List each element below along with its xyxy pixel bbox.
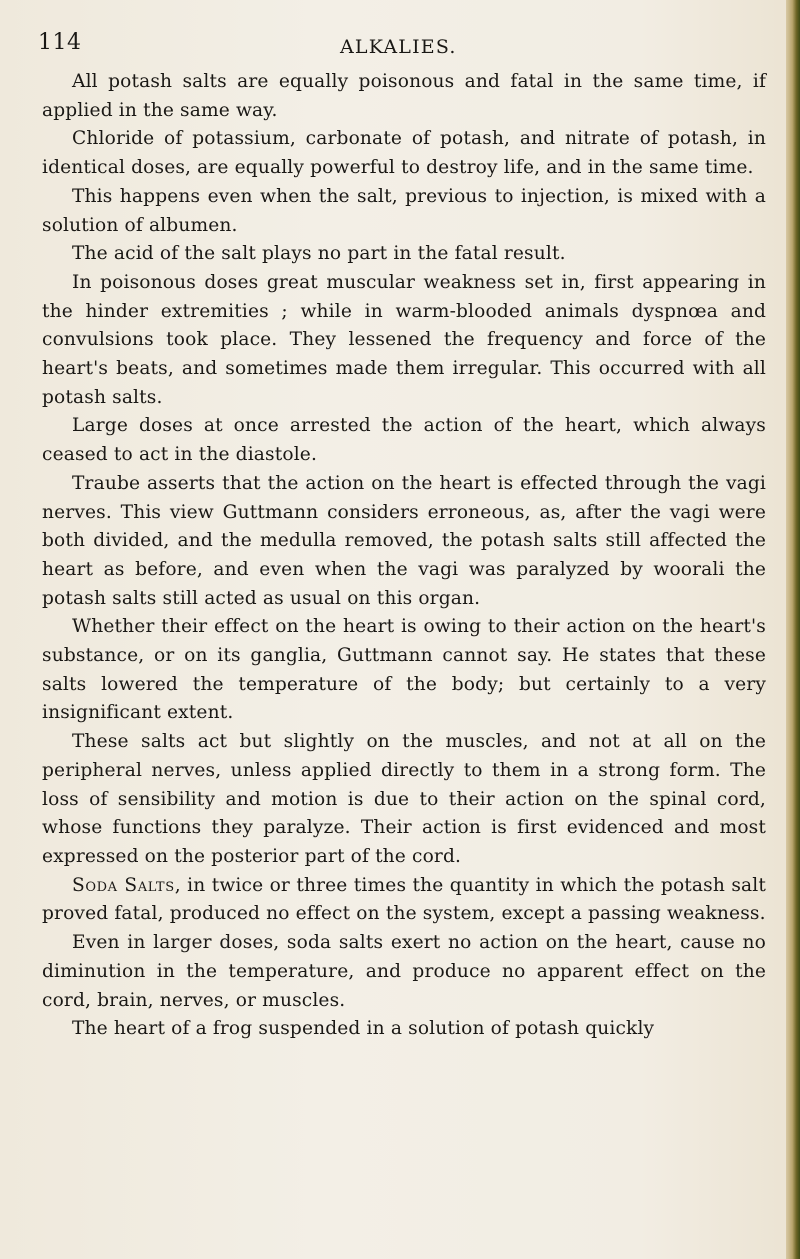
soda-salts-paragraph [42,872,766,929]
paragraph: Traube asserts that the action on the heart is effected through the vagi nerves. This view Guttmann considers erroneous, as, after the vagi were both divided, and the medulla removed, the potash salts still affected the heart as before, and even when the vagi was paralyzed by woorali the potash salts still acted as usual on this organ. [42,472,766,609]
page-number: 114 [38,30,82,55]
paragraph: All potash salts are equally poisonous and fatal in the same time, if applied in the same way. [42,71,766,121]
paragraph: This happens even when the salt, previous to injection, is mixed with a solution of albumen. [42,185,766,236]
page-header [0,24,800,64]
paragraph: Large doses at once arrested the action of the heart, which always ceased to act in the diastole. [42,415,766,466]
paragraph: These salts act but slightly on the muscles, and not at all on the peripheral nerves, unless applied directly to them in a strong form. The loss of sensibility and motion is due to their action on the spinal cord, whose functions they paralyze. Their action is first evidenced and most expressed on the posterior part of the cord. [42,731,766,867]
paragraph: Even in larger doses, soda salts exert no action on the heart, cause no diminution in the temperature, and produce no apparent effect on the cord, brain, nerves, or muscles. [42,932,766,1011]
page-edge-binding [786,0,800,1259]
soda-salts-text: , in twice or three times the quantity in which the potash salt proved fatal, produced no effect on the system, except a passing weakness. [42,874,766,925]
paragraph: The heart of a frog suspended in a solution of potash quickly [72,1018,655,1040]
paragraph: The acid of the salt plays no part in the fatal result. [72,243,566,265]
paragraph: In poisonous doses great muscular weakness set in, first appearing in the hinder extremities ; while in warm-blooded animals dyspnœa and convulsions took place. They lessened the frequency and force of the heart's beats, and sometimes made them irregular. This occurred with all potash salts. [42,271,766,408]
body-text [42,68,766,1044]
paragraph: Whether their effect on the heart is owing to their action on the heart's substance, or on its ganglia, Guttmann cannot say. He states that these salts lowered the temperature of the body; but certainly to a very insignificant extent. [42,616,766,724]
running-head: ALKALIES. [340,36,457,58]
soda-salts-heading: Soda Salts [72,874,175,896]
paragraph: Chloride of potassium, carbonate of potash, and nitrate of potash, in identical doses, are equally powerful to destroy life, and in the same time. [42,128,766,179]
